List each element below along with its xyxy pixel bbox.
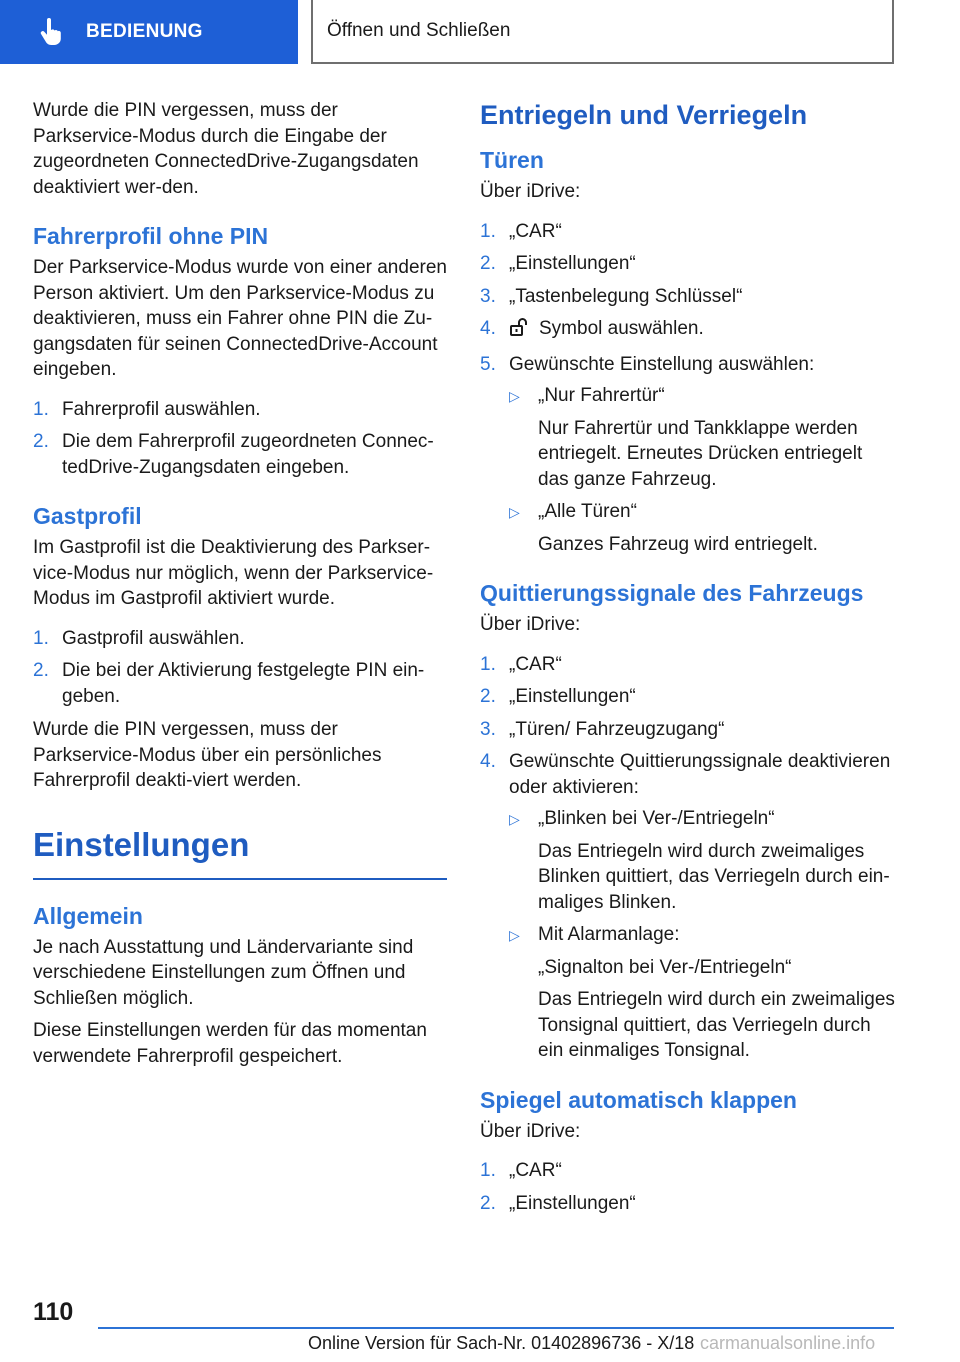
step-number: 3. <box>480 718 496 740</box>
list-item <box>480 284 896 310</box>
hand-pointer-icon <box>38 17 64 47</box>
option-item <box>509 383 896 492</box>
option-item <box>509 499 896 557</box>
list-item <box>480 219 896 245</box>
quittierung-heading: Quittierungssignale des Fahrzeugs <box>480 580 864 606</box>
step-number: 2. <box>480 1192 496 1214</box>
section-tab <box>0 0 298 64</box>
step-text: Fahrerprofil auswählen. <box>62 398 261 420</box>
list-item <box>33 429 447 480</box>
allgemein-text-1: Je nach Ausstattung und Ländervariante sind verschiedene Einstellungen zum Öffnen und Schließen möglich. <box>33 936 414 1009</box>
step-number: 2. <box>33 660 49 681</box>
list-item <box>480 1158 896 1184</box>
list-item <box>480 717 896 743</box>
step-number: 4. <box>480 751 496 772</box>
quittierung-via: Über iDrive: <box>480 614 581 635</box>
step-text: Symbol auswählen. <box>539 318 704 339</box>
quittierung-steps <box>480 652 896 1064</box>
allgemein-text-2: Diese Einstellungen werden für das momentan verwendete Fahrerprofil gespeichert. <box>33 1020 427 1067</box>
triangle-bullet-icon: ▷ <box>509 811 520 827</box>
step-text: Die dem Fahrerprofil zugeordneten Connec-tedDrive-Zugangsdaten eingeben. <box>62 431 434 478</box>
tueren-steps <box>480 219 896 558</box>
step-text: „CAR“ <box>509 653 562 675</box>
step-text: Die bei der Aktivierung festgelegte PIN ein-geben. <box>62 660 425 707</box>
step-text: „Türen/ Fahrzeugzugang“ <box>509 718 725 740</box>
footer-text: Online Version für Sach-Nr. 01402896736 - X/18 <box>308 1333 695 1353</box>
chapter-title-box <box>311 0 894 64</box>
list-item <box>480 251 896 277</box>
step-number: 2. <box>33 431 49 452</box>
chapter-title: Öffnen und Schließen <box>327 20 511 41</box>
unlock-icon <box>509 317 529 345</box>
entriegeln-heading: Entriegeln und Verriegeln <box>480 100 808 130</box>
spiegel-steps <box>480 1158 896 1216</box>
option-detail: „Signalton bei Ver-/Entriegeln“ <box>538 956 792 978</box>
option-detail: Das Entriegeln wird durch ein zweimaliges Tonsignal quittiert, das Verriegeln durch ein einmaliges Tonsignal. <box>538 989 895 1061</box>
list-item <box>480 684 896 710</box>
spiegel-via: Über iDrive: <box>480 1120 581 1142</box>
footer-divider <box>98 1327 894 1329</box>
fahrerprofil-steps <box>33 397 447 481</box>
triangle-bullet-icon: ▷ <box>509 388 520 404</box>
step-number: 2. <box>480 686 496 707</box>
section-tab-label: BEDIENUNG <box>86 21 203 42</box>
step-number: 1. <box>33 398 49 420</box>
option-item <box>509 806 896 915</box>
option-detail: Das Entriegeln wird durch zweimaliges Blinken quittiert, das Verriegeln durch ein-maliges Blinken. <box>538 840 890 913</box>
step-number: 4. <box>480 318 496 339</box>
einstellungen-heading: Einstellungen <box>33 824 447 880</box>
gastprofil-after-text: Wurde die PIN vergessen, muss der Parkservice-Modus über ein persönliches Fahrerprofil deakti-viert werden. <box>33 719 382 791</box>
gastprofil-heading: Gastprofil <box>33 503 142 529</box>
step-text: „Einstellungen“ <box>509 686 636 707</box>
step-text: „Einstellungen“ <box>509 253 636 274</box>
list-item <box>480 652 896 678</box>
option-item <box>509 922 896 1064</box>
step-text: „Einstellungen“ <box>509 1192 636 1214</box>
watermark: carmanualsonline.info <box>700 1333 876 1353</box>
list-item <box>480 316 896 345</box>
tueren-heading: Türen <box>480 147 544 173</box>
step-number: 5. <box>480 353 496 375</box>
option-detail: Nur Fahrertür und Tankklappe werden entriegelt. Erneutes Drücken entriegelt das ganze Fahrzeug. <box>538 417 863 490</box>
option-label: „Nur Fahrertür“ <box>538 385 665 406</box>
list-item <box>480 1191 896 1217</box>
list-item <box>33 397 447 423</box>
option-detail: Ganzes Fahrzeug wird entriegelt. <box>538 533 818 555</box>
gastprofil-text: Im Gastprofil ist die Deaktivierung des Parkser-vice-Modus nur möglich, wenn der Parkservice-Modus im Gastprofil aktiviert wurde. <box>33 537 434 609</box>
step-text: Gewünschte Quittierungssignale deaktivieren oder aktivieren: <box>509 751 891 798</box>
quittierung-options <box>509 806 896 1064</box>
step-text: „CAR“ <box>509 220 562 242</box>
step-number: 2. <box>480 253 496 274</box>
option-label: „Blinken bei Ver-/Entriegeln“ <box>538 808 775 829</box>
list-item <box>480 352 896 558</box>
step-number: 1. <box>480 220 496 242</box>
tueren-options <box>509 383 896 557</box>
triangle-bullet-icon: ▷ <box>509 927 520 943</box>
left-column <box>33 98 447 1076</box>
triangle-bullet-icon: ▷ <box>509 504 520 520</box>
option-label: Mit Alarmanlage: <box>538 924 680 945</box>
right-column <box>480 98 896 1224</box>
fahrerprofil-text: Der Parkservice-Modus wurde von einer anderen Person aktiviert. Um den Parkservice-Modus zu deaktivieren, muss ein Fahrer ohne PIN die Zu-gangsdaten für seinen ConnectedDrive-Account eingeben. <box>33 257 447 380</box>
list-item <box>480 749 896 1064</box>
step-number: 1. <box>480 653 496 675</box>
step-text: Gastprofil auswählen. <box>62 627 245 649</box>
option-label: „Alle Türen“ <box>538 501 637 522</box>
list-item <box>33 626 447 652</box>
step-text: „Tastenbelegung Schlüssel“ <box>509 285 743 307</box>
intro-paragraph: Wurde die PIN vergessen, muss der Parkservice-Modus durch die Eingabe der zugeordneten ConnectedDrive-Zugangsdaten deaktiviert wer-den. <box>33 100 419 198</box>
list-item <box>33 658 447 709</box>
gastprofil-steps <box>33 626 447 710</box>
spiegel-heading: Spiegel automatisch klappen <box>480 1086 797 1113</box>
step-number: 3. <box>480 285 496 307</box>
step-text: „CAR“ <box>509 1160 562 1181</box>
page-number: 110 <box>33 1298 74 1326</box>
step-number: 1. <box>33 627 49 649</box>
fahrerprofil-heading: Fahrerprofil ohne PIN <box>33 223 269 249</box>
step-text: Gewünschte Einstellung auswählen: <box>509 353 815 375</box>
step-number: 1. <box>480 1160 496 1181</box>
tueren-via: Über iDrive: <box>480 181 581 202</box>
allgemein-heading: Allgemein <box>33 902 143 929</box>
